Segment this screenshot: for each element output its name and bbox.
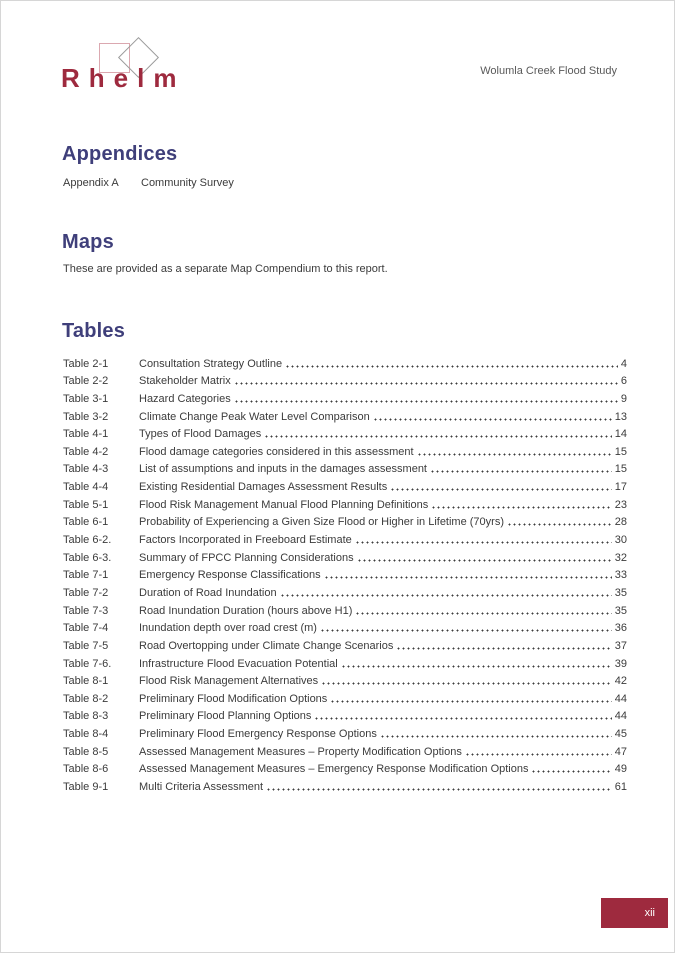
table-row-title: Consultation Strategy Outline	[139, 357, 283, 370]
table-row-title: Flood Risk Management Alternatives	[139, 675, 319, 688]
table-row-page: 33	[614, 569, 627, 582]
table-row-page: 6	[620, 375, 627, 388]
table-row-label: Table 3-1	[63, 392, 109, 405]
table-row-page: 30	[614, 534, 627, 547]
maps-heading: Maps	[62, 231, 114, 253]
table-row-title: Infrastructure Flood Evacuation Potential	[139, 657, 338, 670]
table-row-title: List of assumptions and inputs in the damages assessment	[139, 463, 427, 476]
dotted-leader	[324, 576, 612, 579]
table-row	[63, 458, 627, 476]
dotted-leader	[465, 753, 612, 756]
table-row	[63, 670, 627, 688]
table-row-page: 42	[614, 675, 627, 688]
table-row-page: 35	[614, 586, 627, 599]
dotted-leader	[507, 523, 612, 526]
dotted-leader	[531, 770, 611, 773]
table-row	[63, 722, 627, 740]
dotted-leader	[355, 612, 611, 615]
table-row	[63, 423, 627, 441]
table-row-label: Table 4-4	[63, 481, 109, 494]
dotted-leader	[330, 700, 611, 703]
table-row-label: Table 8-3	[63, 710, 109, 723]
table-row	[63, 387, 627, 405]
table-row-page: 44	[614, 692, 627, 705]
document-title: Wolumla Creek Flood Study	[480, 65, 617, 77]
dotted-leader	[264, 435, 611, 438]
table-row	[63, 634, 627, 652]
dotted-leader	[417, 453, 612, 456]
table-row-label: Table 9-1	[63, 781, 109, 794]
appendix-title: Community Survey	[141, 177, 234, 189]
table-row-label: Table 7-4	[63, 622, 109, 635]
table-row	[63, 617, 627, 635]
dotted-leader	[373, 418, 612, 421]
dotted-leader	[280, 594, 612, 597]
rhelm-logo	[59, 31, 199, 93]
dotted-leader	[431, 506, 612, 509]
table-row-label: Table 4-3	[63, 463, 109, 476]
table-row	[63, 546, 627, 564]
table-row-label: Table 7-1	[63, 569, 109, 582]
table-row-title: Assessed Management Measures – Property Modification Options	[139, 745, 462, 758]
table-row-page: 49	[614, 763, 627, 776]
table-row-title: Preliminary Flood Planning Options	[139, 710, 312, 723]
table-row-title: Stakeholder Matrix	[139, 375, 231, 388]
table-row	[63, 564, 627, 582]
table-row-page: 14	[614, 428, 627, 441]
table-row-title: Preliminary Flood Modification Options	[139, 692, 328, 705]
logo-text: Rhelm	[61, 63, 186, 93]
tables-heading: Tables	[62, 320, 126, 342]
table-row-label: Table 2-1	[63, 357, 109, 370]
dotted-leader	[320, 629, 612, 632]
table-row-title: Inundation depth over road crest (m)	[139, 622, 317, 635]
dotted-leader	[390, 488, 612, 491]
table-row-page: 37	[614, 639, 627, 652]
table-row-title: Summary of FPCC Planning Considerations	[139, 551, 354, 564]
table-row-label: Table 7-5	[63, 639, 109, 652]
table-row-title: Flood damage categories considered in this assessment	[139, 445, 414, 458]
table-row	[63, 775, 627, 793]
dotted-leader	[266, 788, 612, 791]
table-row	[63, 705, 627, 723]
dotted-leader	[234, 400, 618, 403]
table-row-page: 36	[614, 622, 627, 635]
table-row-title: Road Overtopping under Climate Change Scenarios	[139, 639, 394, 652]
table-row-label: Table 7-3	[63, 604, 109, 617]
table-row	[63, 352, 627, 370]
table-row-page: 39	[614, 657, 627, 670]
table-row-page: 9	[620, 392, 627, 405]
table-row-label: Table 6-1	[63, 516, 109, 529]
table-row	[63, 581, 627, 599]
dotted-leader	[355, 541, 612, 544]
table-row-page: 4	[620, 357, 627, 370]
table-row-title: Hazard Categories	[139, 392, 231, 405]
table-row-title: Assessed Management Measures – Emergency Response Modification Options	[139, 763, 529, 776]
table-row	[63, 758, 627, 776]
table-row-page: 15	[614, 463, 627, 476]
table-row-page: 35	[614, 604, 627, 617]
table-row	[63, 528, 627, 546]
dotted-leader	[314, 717, 611, 720]
table-row	[63, 370, 627, 388]
table-row-label: Table 8-4	[63, 728, 109, 741]
table-row-title: Existing Residential Damages Assessment Results	[139, 481, 388, 494]
table-row-label: Table 8-5	[63, 745, 109, 758]
table-row-title: Flood Risk Management Manual Flood Planning Definitions	[139, 498, 429, 511]
table-row-page: 23	[614, 498, 627, 511]
dotted-leader	[396, 647, 611, 650]
table-row-title: Emergency Response Classifications	[139, 569, 321, 582]
table-row-title: Types of Flood Damages	[139, 428, 262, 441]
table-row-page: 61	[614, 781, 627, 794]
appendix-label: Appendix A	[63, 177, 119, 189]
table-row-title: Preliminary Flood Emergency Response Options	[139, 728, 377, 741]
table-row	[63, 440, 627, 458]
table-row-label: Table 3-2	[63, 410, 109, 423]
table-row-label: Table 5-1	[63, 498, 109, 511]
dotted-leader	[380, 735, 612, 738]
dotted-leader	[321, 682, 612, 685]
table-row-label: Table 6-3.	[63, 551, 112, 564]
table-row-title: Road Inundation Duration (hours above H1)	[139, 604, 353, 617]
table-row-title: Duration of Road Inundation	[139, 586, 277, 599]
table-row-page: 28	[614, 516, 627, 529]
maps-body-text: These are provided as a separate Map Compendium to this report.	[63, 263, 388, 275]
tables-list	[63, 352, 627, 793]
table-row-title: Multi Criteria Assessment	[139, 781, 264, 794]
table-row	[63, 652, 627, 670]
appendices-heading: Appendices	[62, 143, 178, 165]
dotted-leader	[341, 665, 612, 668]
dotted-leader	[357, 559, 612, 562]
table-row-page: 45	[614, 728, 627, 741]
table-row-label: Table 4-1	[63, 428, 109, 441]
table-row-label: Table 4-2	[63, 445, 109, 458]
table-row-title: Climate Change Peak Water Level Comparison	[139, 410, 370, 423]
table-row	[63, 493, 627, 511]
table-row	[63, 740, 627, 758]
table-row	[63, 511, 627, 529]
dotted-leader	[430, 470, 612, 473]
table-row-label: Table 7-2	[63, 586, 109, 599]
table-row-page: 15	[614, 445, 627, 458]
table-row-page: 44	[614, 710, 627, 723]
table-row	[63, 475, 627, 493]
dotted-leader	[234, 382, 618, 385]
table-row-label: Table 6-2.	[63, 534, 112, 547]
table-row-page: 47	[614, 745, 627, 758]
table-row-label: Table 8-2	[63, 692, 109, 705]
table-row-page: 32	[614, 551, 627, 564]
table-row-label: Table 7-6.	[63, 657, 112, 670]
table-row	[63, 687, 627, 705]
appendix-item	[63, 177, 234, 189]
dotted-leader	[285, 365, 618, 368]
table-row-label: Table 8-6	[63, 763, 109, 776]
table-row-label: Table 8-1	[63, 675, 109, 688]
table-row-title: Probability of Experiencing a Given Size Flood or Higher in Lifetime (70yrs)	[139, 516, 504, 529]
table-row-label: Table 2-2	[63, 375, 109, 388]
table-row	[63, 405, 627, 423]
table-row-title: Factors Incorporated in Freeboard Estimate	[139, 534, 352, 547]
table-row	[63, 599, 627, 617]
page-number-badge: xii	[601, 898, 668, 928]
table-row-page: 17	[614, 481, 627, 494]
table-row-page: 13	[614, 410, 627, 423]
